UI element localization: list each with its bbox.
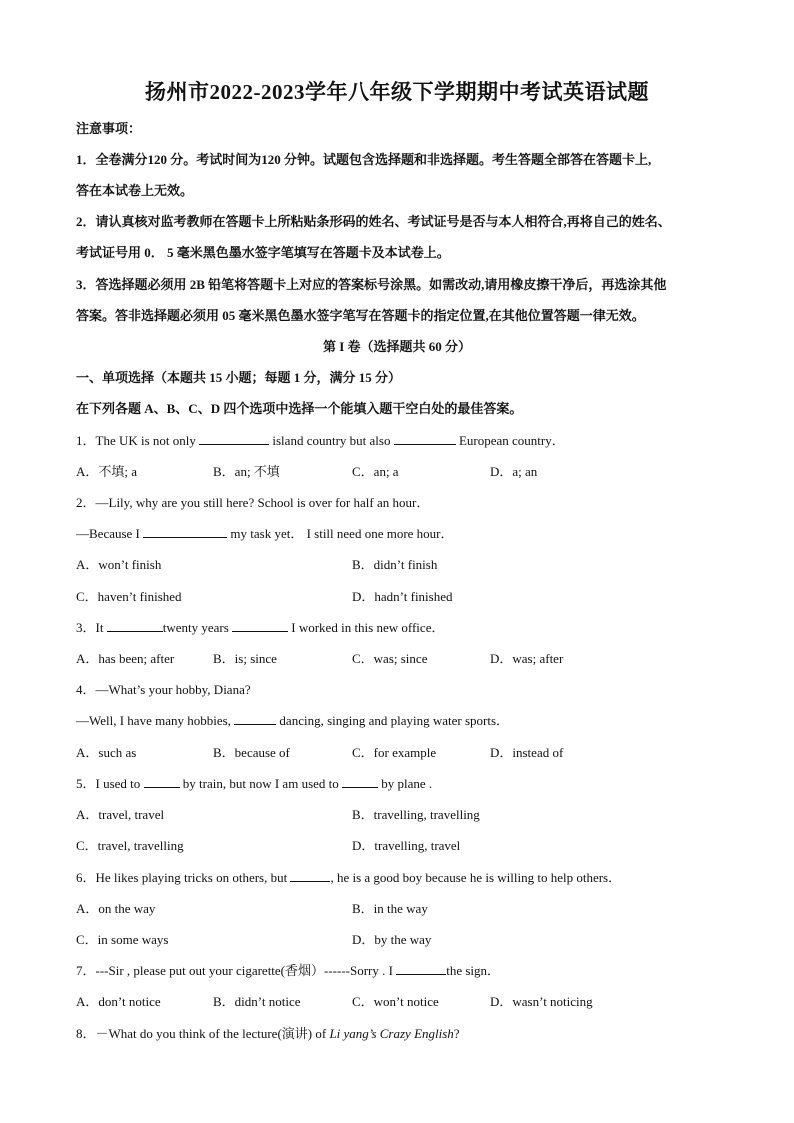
- option-c: C．for example: [352, 745, 437, 760]
- answer-blank: [342, 775, 378, 788]
- section-heading: 一、单项选择（本题共 15 小题；每题 1 分，满分 15 分）: [76, 370, 402, 385]
- answer-blank: [290, 869, 330, 882]
- option-d: D．instead of: [490, 745, 564, 760]
- option-c: C．won’t notice: [352, 994, 439, 1009]
- question-1: 1．The UK is not only island country but also European country．: [76, 433, 565, 448]
- notice-line: 2．请认真核对监考教师在答题卡上所粘贴条形码的姓名、考试证号是否与本人相符合,再将自己的姓名、: [76, 214, 671, 229]
- question-3: 3．It twenty years I worked in this new office．: [76, 620, 445, 635]
- answer-blank: [234, 712, 276, 725]
- part-heading: 第 I 卷（选择题共 60 分）: [322, 339, 472, 354]
- section-instruction: 在下列各题 A、B、C、D 四个选项中选择一个能填入题干空白处的最佳答案。: [76, 401, 523, 416]
- option-d: D．was; after: [490, 651, 564, 666]
- option-b: B．in the way: [352, 901, 428, 916]
- option-a: A．such as: [76, 745, 137, 760]
- option-a: A．don’t notice: [76, 994, 161, 1009]
- answer-blank: [199, 432, 269, 445]
- option-c: C．haven’t finished: [76, 589, 182, 604]
- question-4: 4．—What’s your hobby, Diana?: [76, 682, 251, 697]
- answer-blank: [107, 619, 163, 632]
- option-c: C．was; since: [352, 651, 428, 666]
- question-4-reply: —Well, I have many hobbies, dancing, singing and playing water sports．: [76, 713, 510, 728]
- question-2-reply: —Because I my task yet． I still need one more hour．: [76, 526, 454, 541]
- option-b: B．didn’t notice: [213, 994, 301, 1009]
- option-a: A．travel, travel: [76, 807, 165, 822]
- option-b: B．because of: [213, 745, 290, 760]
- notice-line: 1．全卷满分120 分。考试时间为120 分钟。试题包含选择题和非选择题。考生答题全部答在答题卡上,: [76, 152, 652, 167]
- answer-blank: [232, 619, 288, 632]
- answer-blank: [143, 525, 227, 538]
- exam-title: 扬州市2022-2023学年八年级下学期期中考试英语试题: [145, 80, 649, 104]
- question-5: 5．I used to by train, but now I am used to by plane .: [76, 776, 433, 791]
- option-c: C．an; a: [352, 464, 399, 479]
- option-d: D．a; an: [490, 464, 538, 479]
- notice-heading: 注意事项：: [76, 121, 142, 136]
- option-d: D．hadn’t finished: [352, 589, 453, 604]
- answer-blank: [396, 962, 446, 975]
- option-a: A．has been; after: [76, 651, 175, 666]
- option-a: A．won’t finish: [76, 557, 162, 572]
- question-8: 8．－What do you think of the lecture(演讲) of Li yang’s Crazy English?: [76, 1026, 460, 1041]
- notice-line: 考试证号用 0． 5 毫米黑色墨水签字笔填写在答题卡及本试卷上。: [76, 245, 450, 260]
- option-b: B．didn’t finish: [352, 557, 438, 572]
- answer-blank: [394, 432, 456, 445]
- option-b: B．travelling, travelling: [352, 807, 480, 822]
- option-a: A．on the way: [76, 901, 156, 916]
- notice-line: 答在本试卷上无效。: [76, 183, 194, 198]
- notice-line: 答案。答非选择题必须用 05 毫米黑色墨水签字笔写在答题卡的指定位置,在其他位置答题一律无效。: [76, 308, 645, 323]
- question-2: 2．—Lily, why are you still here? School is over for half an hour．: [76, 495, 430, 510]
- answer-blank: [144, 775, 180, 788]
- option-b: B．is; since: [213, 651, 277, 666]
- option-d: D．wasn’t noticing: [490, 994, 593, 1009]
- option-d: D．by the way: [352, 932, 432, 947]
- question-7: 7．---Sir , please put out your cigarette(香烟）------Sorry . I the sign．: [76, 963, 501, 978]
- option-b: B．an; 不填: [213, 464, 280, 479]
- option-c: C．travel, travelling: [76, 838, 184, 853]
- question-6: 6．He likes playing tricks on others, but , he is a good boy because he is willing to help others．: [76, 870, 622, 885]
- option-c: C．in some ways: [76, 932, 169, 947]
- notice-line: 3．答选择题必须用 2B 铅笔将答题卡上对应的答案标号涂黑。如需改动,请用橡皮擦干净后，再选涂其他: [76, 277, 667, 292]
- option-a: A．不填; a: [76, 464, 138, 479]
- option-d: D．travelling, travel: [352, 838, 461, 853]
